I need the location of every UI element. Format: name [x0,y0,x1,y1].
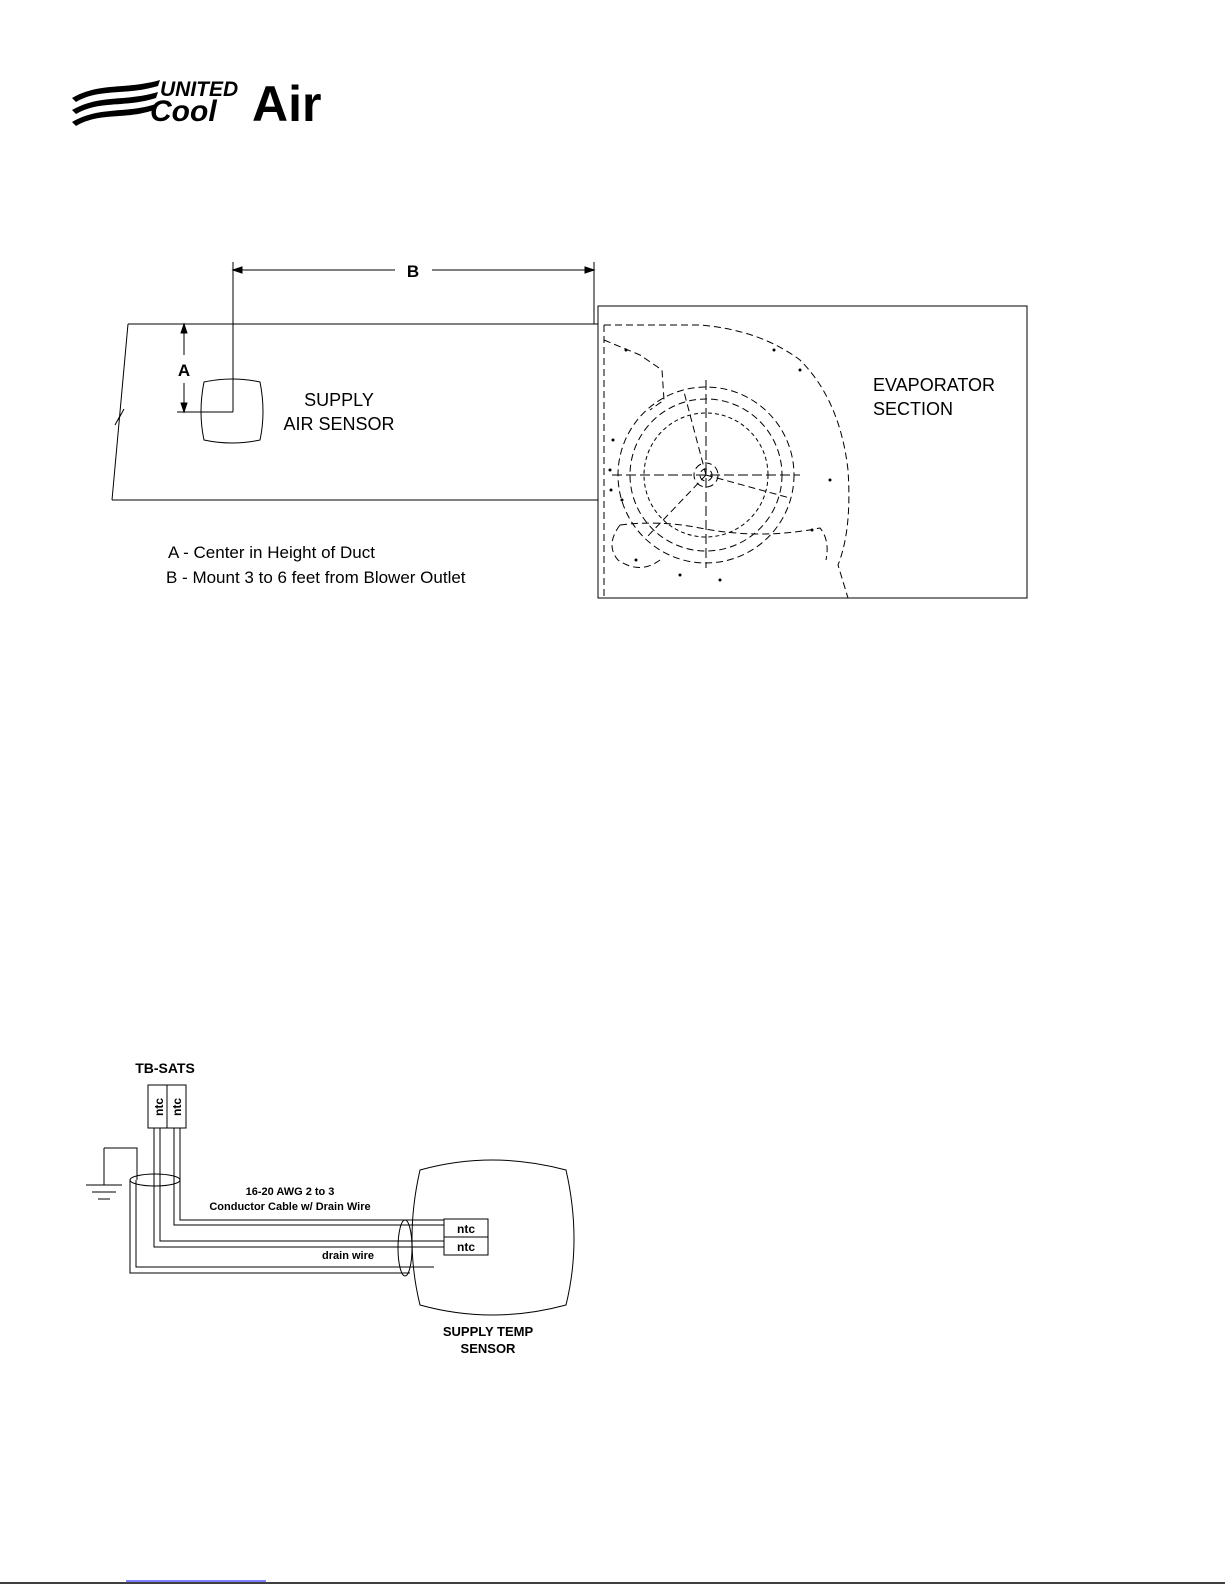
evaporator-label-line2: SECTION [873,399,954,419]
terminal-ntc-2: ntc [170,1098,184,1116]
note-a: A - Center in Height of Duct [168,543,375,562]
ground-icon [86,1148,137,1199]
terminal-block-label: TB-SATS [135,1060,195,1076]
evaporator-section-box [598,306,1027,598]
logo-text-air: Air [252,76,322,132]
dim-a-label: A [177,361,191,380]
dim-b-label: B [406,262,420,281]
supply-temp-sensor-outline [412,1160,574,1315]
blower-icon [604,325,849,598]
company-logo [72,76,321,132]
evaporator-label-line1: EVAPORATOR [873,375,996,395]
cable-spec-line2: Conductor Cable w/ Drain Wire [209,1201,371,1213]
supply-air-sensor-label-line2: AIR SENSOR [283,414,395,434]
sensor-terminal-ntc-1: ntc [457,1222,475,1236]
sensor-terminal-ntc-2: ntc [457,1240,475,1254]
cable-spec-line1: 16-20 AWG 2 to 3 [245,1186,335,1198]
wiring-diagram [86,1085,574,1315]
supply-air-sensor-outline [201,379,263,443]
drain-wire-label: drain wire [322,1250,374,1262]
footer [0,1581,1225,1583]
logo-text-cool: Cool [150,95,217,128]
blower-mount-holes [609,349,832,582]
logo-text-united: UNITED [160,78,239,101]
supply-temp-sensor-label-line1: SUPPLY TEMP [442,1324,534,1339]
supply-temp-sensor-label-line2: SENSOR [460,1341,516,1356]
mounting-labels [166,262,995,587]
terminal-ntc-1: ntc [152,1098,166,1116]
note-b: B - Mount 3 to 6 feet from Blower Outlet [166,568,466,587]
supply-air-sensor-label-line1: SUPPLY [304,390,374,410]
dimension-b [233,262,594,412]
logo-swoosh-icon [72,80,160,126]
wiring-labels [135,1060,533,1356]
cable-sheath-end [398,1220,412,1276]
